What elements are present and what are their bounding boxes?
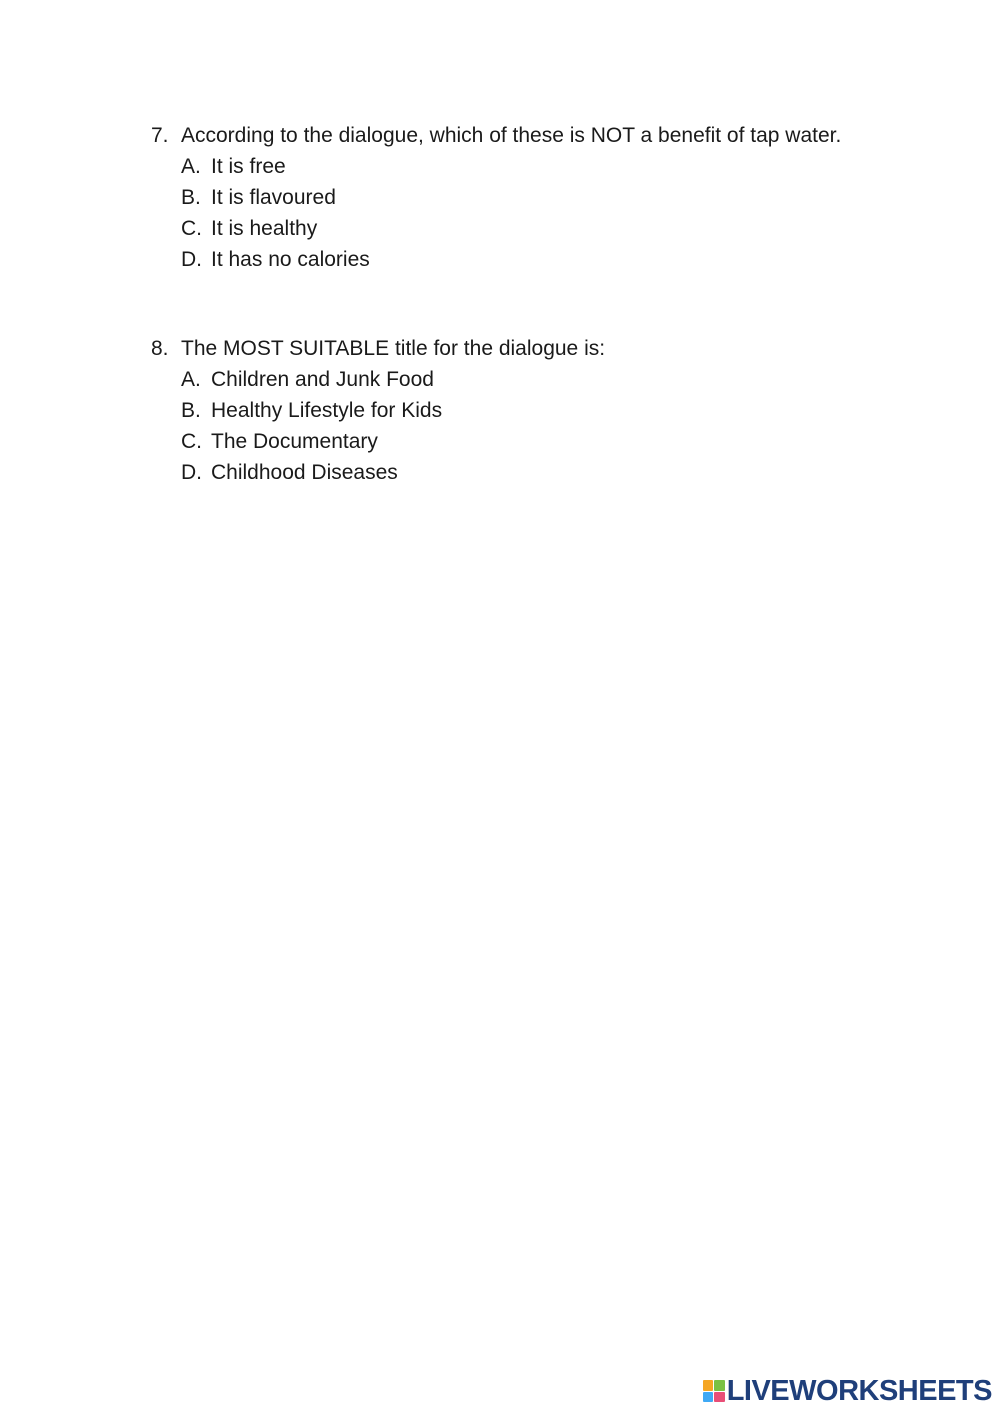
option-c[interactable] <box>181 213 951 244</box>
option-letter: B. <box>181 186 201 209</box>
option-d[interactable] <box>181 457 951 488</box>
question-stem <box>151 120 951 151</box>
option-letter: C. <box>181 217 202 240</box>
option-letter: D. <box>181 248 202 271</box>
logo-mark-square <box>703 1392 714 1403</box>
logo-mark-square <box>703 1380 714 1391</box>
option-letter: C. <box>181 430 202 453</box>
option-c[interactable] <box>181 426 951 457</box>
option-b[interactable] <box>181 182 951 213</box>
logo-text: LIVEWORKSHEETS <box>726 1374 992 1407</box>
option-text: It has no calories <box>211 248 370 271</box>
question-text: The MOST SUITABLE title for the dialogue is: <box>181 337 606 360</box>
option-letter: A. <box>181 368 201 391</box>
option-a[interactable] <box>181 151 951 182</box>
option-text: Healthy Lifestyle for Kids <box>211 399 443 422</box>
option-letter: A. <box>181 155 201 178</box>
question-number: 7. <box>151 124 169 147</box>
question-text: According to the dialogue, which of these is NOT a benefit of tap water. <box>181 124 842 147</box>
question-8 <box>151 333 951 488</box>
option-text: It is healthy <box>211 217 318 240</box>
option-text: The Documentary <box>211 430 378 453</box>
answer-options <box>151 151 951 275</box>
question-number: 8. <box>151 337 169 360</box>
option-b[interactable] <box>181 395 951 426</box>
option-d[interactable] <box>181 244 951 275</box>
option-text: Children and Junk Food <box>211 368 434 391</box>
option-letter: D. <box>181 461 202 484</box>
question-stem <box>151 333 951 364</box>
answer-options <box>151 364 951 488</box>
logo-mark-square <box>714 1380 725 1391</box>
logo-mark-square <box>714 1392 725 1403</box>
option-a[interactable] <box>181 364 951 395</box>
option-text: It is free <box>211 155 286 178</box>
liveworksheets-logo <box>703 1375 992 1407</box>
question-7 <box>151 120 951 275</box>
option-text: It is flavoured <box>211 186 336 209</box>
option-text: Childhood Diseases <box>211 461 398 484</box>
logo-mark-icon <box>703 1380 725 1402</box>
option-letter: B. <box>181 399 201 422</box>
